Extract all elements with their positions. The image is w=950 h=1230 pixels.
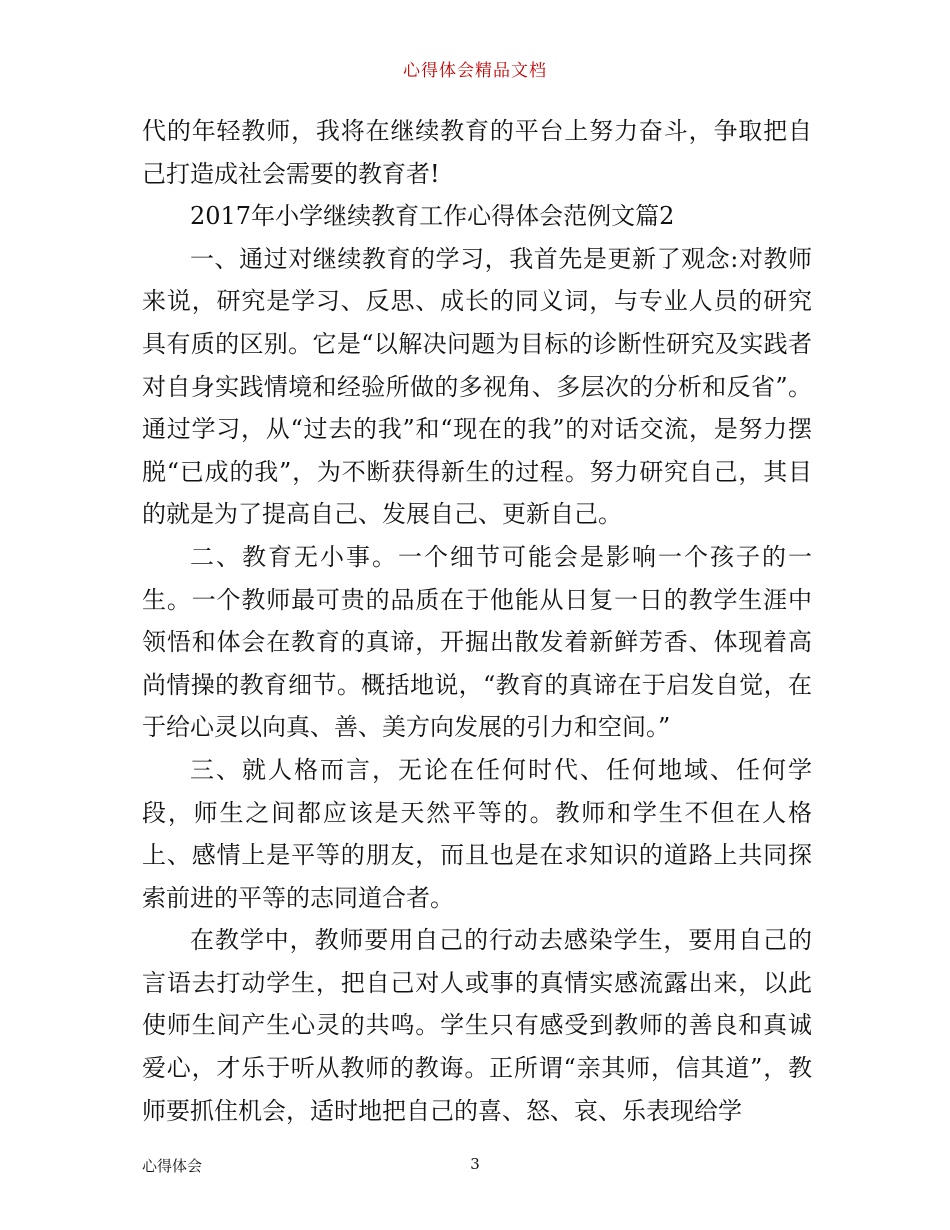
paragraph-point-two: 二、教育无小事。一个细节可能会是影响一个孩子的一生。一个教师最可贵的品质在于他能从日复一日的教学生涯中领悟和体会在教育的真谛，开掘出散发着新鲜芳香、体现着高尚情操的教育细节。概括地说，“教育的真谛在于启发自觉，在于给心灵以向真、善、美方向发展的引力和空间。” [142,542,812,742]
footer-label: 心得体会 [142,1157,203,1175]
page-number: 3 [470,1155,480,1173]
page-header-title: 心得体会精品文档 [403,61,547,81]
section-heading: 2017年小学继续教育工作心得体会范例文篇2 [190,202,675,231]
document-body [142,110,812,1132]
paragraph-continuation: 代的年轻教师，我将在继续教育的平台上努力奋斗，争取把自己打造成社会需要的教育者! [142,117,812,188]
paragraph-teaching: 在教学中，教师要用自己的行动去感染学生，要用自己的言语去打动学生，把自己对人或事的真情实感流露出来，以此使师生间产生心灵的共鸣。学生只有感受到教师的善良和真诚爱心，才乐于听从教师的教诲。正所谓“亲其师，信其道”，教师要抓住机会，适时地把自己的喜、怒、哀、乐表现给学 [142,926,812,1125]
paragraph-point-three: 三、就人格而言，无论在任何时代、任何地域、任何学段，师生之间都应该是天然平等的。教师和学生不但在人格上、感情上是平等的朋友，而且也是在求知识的道路上共同探索前进的平等的志同道合者。 [142,755,812,912]
paragraph-point-one: 一、通过对继续教育的学习，我首先是更新了观念:对教师来说，研究是学习、反思、成长的同义词，与专业人员的研究具有质的区别。它是“以解决问题为目标的诊断性研究及实践者对自身实践情境和经验所做的多视角、多层次的分析和反省”。通过学习，从“过去的我”和“现在的我”的对话交流，是努力摆脱“已成的我”，为不断获得新生的过程。努力研究自己，其目的就是为了提高自己、发展自己、更新自己。 [142,244,812,529]
